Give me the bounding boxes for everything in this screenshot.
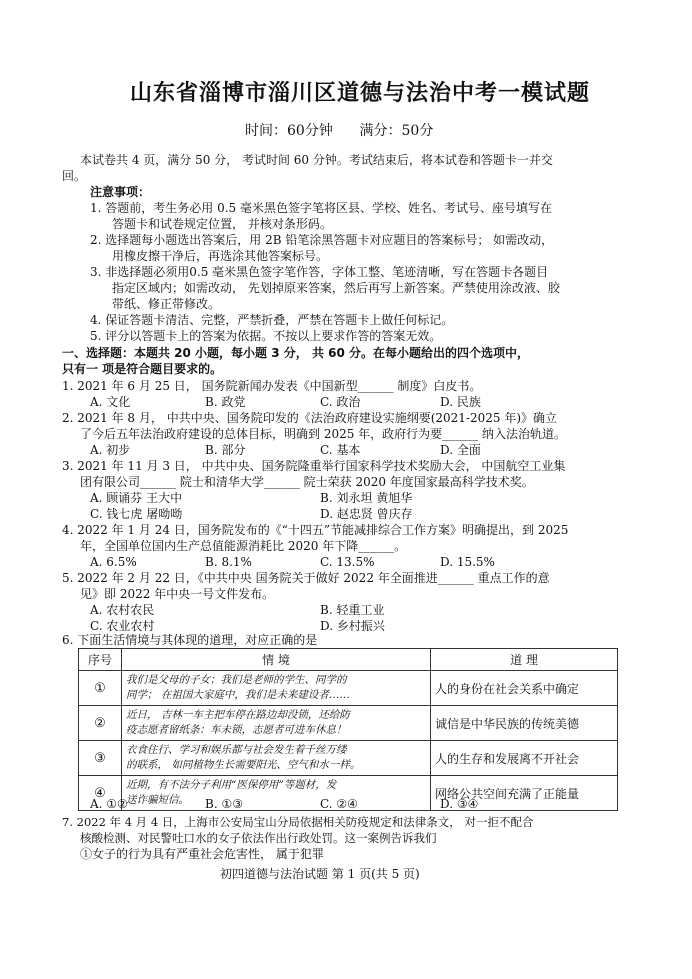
reason-cell: 诚信是中华民族的传统美德 (431, 706, 618, 741)
option-a: A. 文化 (90, 395, 131, 409)
option-b: B. 刘永坦 黄旭华 (320, 491, 413, 505)
exam-meta: 时间：60分钟 满分：50分 (245, 123, 434, 139)
question-stem: 6. 下面生活情境与其体现的道理，对应正确的是 (62, 633, 318, 647)
note-line: 带纸、修正带修改。 (112, 297, 221, 311)
option-d: D. 赵忠贤 曾庆存 (320, 507, 413, 521)
scene-cell (122, 776, 431, 811)
question-stem: 见》即 2022 年中央一号文件发布。 (80, 587, 275, 601)
note-line: 5. 评分以答题卡上的答案为依据。不按以上要求作答的答案无效。 (90, 329, 442, 343)
scene-line: 我们是父母的子女；我们是老师的学生、同学的 (126, 674, 347, 686)
scenario-table (78, 648, 618, 811)
option-b: B. 政党 (205, 395, 246, 409)
scene-cell (122, 671, 431, 706)
option-a: A. ①② (90, 797, 128, 811)
page-title: 山东省淄博市淄川区道德与法治中考一模试题 (130, 81, 591, 106)
note-line: 答题卡和试卷规定位置， 并核对条形码。 (112, 217, 332, 231)
reason-cell: 人的生存和发展离不开社会 (431, 741, 618, 776)
note-line: 1. 答题前，考生务必用 0.5 毫米黑色签字笔将区县、学校、姓名、考试号、座号填写在 (90, 201, 552, 215)
column-header: 情 境 (122, 649, 431, 671)
option-b: B. 部分 (205, 443, 246, 457)
table-row (79, 671, 618, 706)
note-line: 指定区域内；如需改动， 先划掉原来答案，然后再写上新答案。严禁使用涂改液、胶 (112, 281, 560, 295)
option-d: D. ③④ (440, 797, 479, 811)
option-a: A. 6.5% (90, 555, 137, 569)
option-a: A. 初步 (90, 443, 131, 457)
option-b: B. ①③ (205, 797, 243, 811)
scene-line: 同学； 在祖国大家庭中，我们是未来建设者…… (126, 689, 350, 701)
section-heading: 只有一 项是符合题目要求的。 (62, 362, 223, 376)
scene-line: 的联系， 如同植物生长需要阳光、空气和水一样。 (126, 759, 361, 771)
option-c: C. 钱七虎 屠呦呦 (90, 507, 183, 521)
section-heading: 一、选择题：本题共 20 小题，每小题 3 分， 共 60 分。在每小题给出的四个选项中， (62, 346, 529, 360)
option-b: B. 轻重工业 (320, 603, 385, 617)
row-number: ④ (79, 776, 122, 811)
scene-line: 近期，有不法分子利用“医保停用”等题材，发 (126, 779, 337, 791)
question-stem: 5. 2022 年 2 月 22 日，《中共中央 国务院关于做好 2022 年全面推进______ 重点工作的意 (62, 571, 550, 585)
question-stem: 1. 2021 年 6 月 25 日， 国务院新闻办发表《中国新型______ 制度》白皮书。 (62, 379, 482, 393)
option-a: A. 顾诵芬 王大中 (90, 491, 183, 505)
option-c: C. 基本 (320, 443, 361, 457)
column-header: 道 理 (431, 649, 618, 671)
notes-heading: 注意事项： (90, 185, 151, 199)
row-number: ② (79, 706, 122, 741)
option-d: D. 15.5% (440, 555, 495, 569)
scene-line: 送诈骗短信。 (126, 794, 189, 806)
question-stem: 团有限公司______ 院士和清华大学______ 院士荣获 2020 年度国家最高科学技术奖。 (80, 475, 534, 489)
option-c: C. ②④ (320, 797, 358, 811)
row-number: ① (79, 671, 122, 706)
note-line: 2. 选择题每小题选出答案后，用 2B 铅笔涂黑答题卡对应题目的答案标号； 如需改动， (90, 233, 554, 247)
question-stem: 7. 2022 年 4 月 4 日，上海市公安局宝山分局依据相关防疫规定和法律条文， 对一拒不配合 (62, 815, 534, 829)
statement-item: ①女子的行为具有严重社会危害性， 属于犯罪 (80, 847, 324, 861)
note-line: 用橡皮擦干净后，再选涂其他答案标号。 (112, 249, 329, 263)
row-number: ③ (79, 741, 122, 776)
option-c: C. 农业农村 (90, 619, 155, 633)
question-stem: 4. 2022 年 1 月 24 日，国务院发布的《“十四五”节能减排综合工作方案》明确提出，到 2025 (62, 523, 569, 537)
note-line: 4. 保证答题卡清洁、完整，严禁折叠，严禁在答题卡上做任何标记。 (90, 313, 454, 327)
table-row (79, 706, 618, 741)
option-c: C. 政治 (320, 395, 361, 409)
intro-line: 本试卷共 4 页，满分 50 分， 考试时间 60 分钟。考试结束后，将本试卷和答题卡一并交 (80, 153, 553, 167)
scene-line: 衣食住行、学习和娱乐都与社会发生着千丝万缕 (126, 744, 347, 756)
table-header-row (79, 649, 618, 671)
reason-cell: 人的身份在社会关系中确定 (431, 671, 618, 706)
option-c: C. 13.5% (320, 555, 375, 569)
scene-cell (122, 706, 431, 741)
option-d: D. 民族 (440, 395, 481, 409)
note-line: 3. 非选择题必须用0.5 毫米黑色签字笔作答，字体工整、笔迹清晰，写在答题卡各题目 (90, 265, 549, 279)
page-footer: 初四道德与法治试题 第 1 页(共 5 页) (220, 867, 420, 881)
question-stem: 核酸检测、对民警吐口水的女子依法作出行政处罚。这一案例告诉我们 (80, 831, 437, 845)
question-stem: 了今后五年法治政府建设的总体目标，明确到 2025 年，政府行为要______ 纳入法治轨道。 (80, 427, 566, 441)
option-d: D. 全面 (440, 443, 481, 457)
option-a: A. 农村农民 (90, 603, 155, 617)
column-header: 序号 (79, 649, 122, 671)
table-row (79, 741, 618, 776)
option-b: B. 8.1% (205, 555, 252, 569)
question-stem: 年，全国单位国内生产总值能源消耗比 2020 年下降______。 (80, 539, 407, 553)
option-d: D. 乡村振兴 (320, 619, 385, 633)
intro-line: 回。 (62, 169, 87, 183)
scene-cell (122, 741, 431, 776)
scene-line: 疫志愿者留纸条：车未锁，志愿者可进车休息！ (126, 724, 347, 736)
question-stem: 3. 2021 年 11 月 3 日， 中共中央、国务院隆重举行国家科学技术奖励大会， 中国航空工业集 (62, 459, 566, 473)
reason-cell: 网络公共空间充满了正能量 (431, 776, 618, 811)
scene-line: 近日， 吉林一车主把车停在路边却没锁，还给防 (126, 709, 350, 721)
question-stem: 2. 2021 年 8 月， 中共中央、国务院印发的《法治政府建设实施纲要(2021-2025 年)》确立 (62, 411, 558, 425)
